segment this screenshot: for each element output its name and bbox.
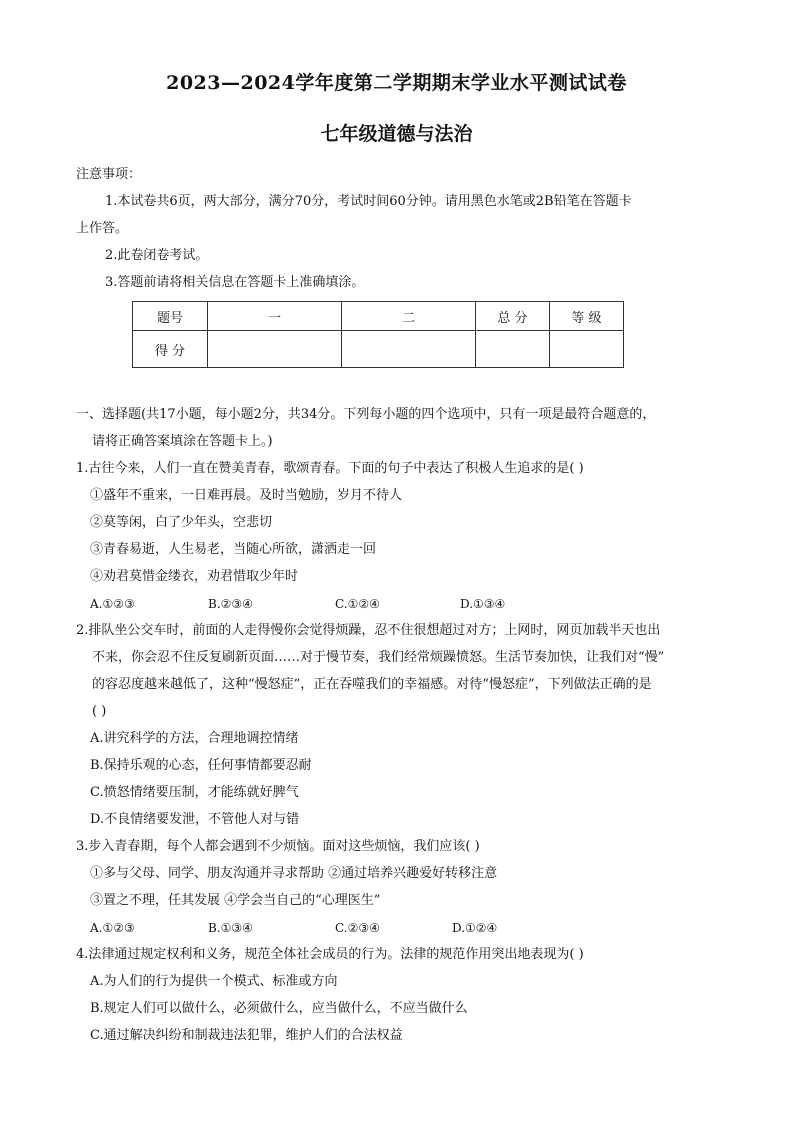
score-cell — [208, 331, 342, 368]
question-3-stem: 3.步入青春期，每个人都会遇到不少烦恼。面对这些烦恼，我们应该( ) — [76, 839, 480, 854]
question-4-option: C.通过解决纠纷和制裁违法犯罪，维护人们的合法权益 — [90, 1028, 403, 1043]
choice-b: B.②③④ — [208, 597, 253, 611]
question-2-stem-cont: 的容忍度越来越低了，这种“慢怒症”，正在吞噬我们的幸福感。对待“慢怒症”，下列做法正确的是 — [92, 677, 652, 692]
exam-subtitle: 七年级道德与法治 — [320, 123, 473, 145]
question-4-option: A.为人们的行为提供一个模式、标准或方向 — [90, 974, 338, 989]
note-item-2: 2.此卷闭卷考试。 — [105, 248, 209, 263]
question-4-stem: 4.法律通过规定权利和义务，规范全体社会成员的行为。法律的规范作用突出地表现为( ) — [76, 947, 584, 962]
question-1-item: ①盛年不重来，一日难再晨。及时当勉励，岁月不待人 — [90, 488, 403, 503]
question-1-item: ③青春易逝，人生易老，当随心所欲，潇洒走一回 — [90, 542, 377, 557]
question-2-option: B.保持乐观的心态，任何事情都要忍耐 — [90, 758, 312, 773]
note-item-3: 3.答题前请将相关信息在答题卡上准确填涂。 — [105, 275, 365, 290]
choice-d: D.①②④ — [452, 921, 498, 935]
question-2-option: D.不良情绪要发泄，不管他人对与错 — [90, 812, 300, 827]
section-heading: 一、选择题(共17小题，每小题2分，共34分。下列每小题的四个选项中，只有一项是最符合题意的， — [76, 407, 656, 422]
note-item-1: 1.本试卷共6页，两大部分，满分70分，考试时间60分钟。请用黑色水笔或2B铅笔在答题卡 — [105, 194, 632, 209]
score-header-cell: 总 分 — [476, 302, 550, 331]
exam-title: 2023—2024学年度第二学期期末学业水平测试试卷 — [166, 72, 627, 94]
question-2-stem: 2.排队坐公交车时，前面的人走得慢你会觉得烦躁，忍不住很想超过对方；上网时，网页加载半天也出 — [76, 623, 661, 638]
score-cell — [342, 331, 476, 368]
section-heading-cont: 请将正确答案填涂在答题卡上。) — [92, 434, 273, 449]
note-item-1-cont: 上作答。 — [76, 221, 129, 236]
score-cell — [476, 331, 550, 368]
score-header-cell: 一 — [208, 302, 342, 331]
question-2-option: A.讲究科学的方法，合理地调控情绪 — [90, 731, 299, 746]
choice-c: C.①②④ — [335, 597, 380, 611]
question-2-stem-cont: ( ) — [92, 704, 107, 719]
question-2-stem-cont: 不来，你会忍不住反复刷新页面……对于慢节奏，我们经常烦躁愤怒。生活节奏加快，让我们对“慢” — [92, 650, 665, 665]
notes-heading: 注意事项： — [76, 167, 142, 182]
score-row-label: 得 分 — [133, 331, 208, 368]
question-3-item: ①多与父母、同学、朋友沟通并寻求帮助 ②通过培养兴趣爱好转移注意 — [90, 866, 498, 881]
score-header-cell: 题号 — [133, 302, 208, 331]
score-table — [132, 301, 624, 368]
question-1-choices — [0, 591, 793, 618]
question-1-stem: 1.古往今来，人们一直在赞美青春，歌颂青春。下面的句子中表达了积极人生追求的是( ) — [76, 461, 584, 476]
question-3-item: ③置之不理，任其发展 ④学会当自己的“心理医生” — [90, 893, 381, 908]
choice-a: A.①②③ — [90, 921, 135, 935]
score-cell — [550, 331, 624, 368]
score-header-cell: 等 级 — [550, 302, 624, 331]
question-4-option: B.规定人们可以做什么，必须做什么，应当做什么，不应当做什么 — [90, 1001, 468, 1016]
choice-c: C.②③④ — [335, 921, 380, 935]
question-1-item: ④劝君莫惜金缕衣，劝君惜取少年时 — [90, 569, 299, 584]
question-1-item: ②莫等闲，白了少年头，空悲切 — [90, 515, 273, 530]
choice-b: B.①③④ — [208, 921, 253, 935]
choice-a: A.①②③ — [90, 597, 135, 611]
question-2-option: C.愤怒情绪要压制，才能练就好脾气 — [90, 785, 299, 800]
score-header-cell: 二 — [342, 302, 476, 331]
choice-d: D.①③④ — [460, 597, 506, 611]
question-3-choices — [0, 915, 793, 942]
